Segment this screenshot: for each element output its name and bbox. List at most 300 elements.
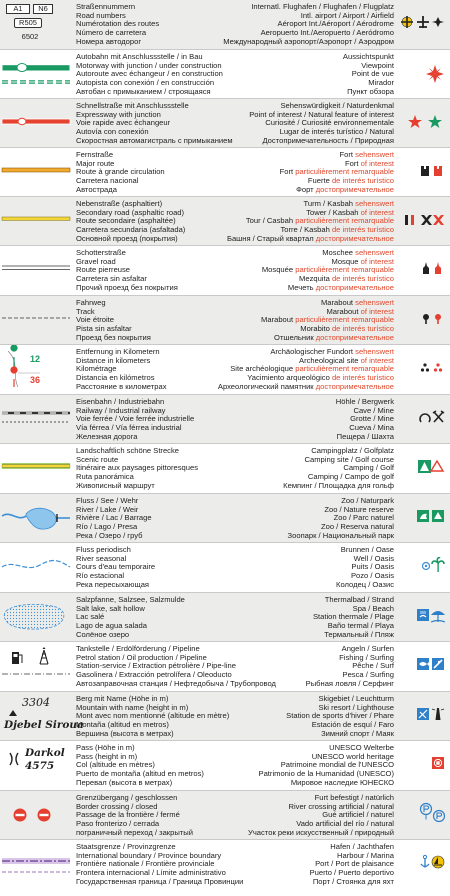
legend-label-segment: Station de sports d'hiver / Phare: [286, 712, 394, 721]
border-crossing-open-icon: [14, 809, 27, 822]
legend-label-right: [216, 654, 394, 663]
spa-beach-icons: [397, 593, 447, 641]
legend-label-segment: Cave / Mine: [353, 406, 394, 415]
fishing-surfing-icons: [397, 642, 447, 691]
legend-label-segment: UNESCO Welterbe: [329, 744, 394, 752]
badge-regional: R505: [14, 18, 42, 28]
legend-label-right: [216, 680, 394, 689]
legend-label-right: [216, 447, 394, 456]
legend-label-segment: Camping / Golf: [343, 464, 394, 473]
legend-label-right: [216, 308, 394, 317]
legend-label-right: [216, 415, 394, 424]
legend-label-segment: Höhle / Bergwerk: [335, 398, 394, 406]
legend-label-left: Voie étroite: [76, 316, 114, 325]
distance-symbol: [0, 345, 72, 394]
legend-label-right: [216, 563, 394, 572]
river-lake-symbol: [0, 494, 72, 542]
legend-text-right: [216, 299, 394, 343]
legend-label-left: Pass (height in m): [76, 752, 138, 761]
legend-text-right: [216, 744, 394, 788]
legend-label-left: Salzpfanne, Salzsee, Salzmulde: [76, 596, 185, 604]
legend-notable-label: sehenswert: [355, 249, 394, 257]
legend-row-scenic-route: [0, 443, 450, 493]
legend-label-right: [216, 878, 394, 887]
legend-row-gravel-road: [0, 245, 450, 295]
archaeological-site-notable-icon: [434, 363, 442, 371]
legend-label-segment: Tower / Kasbah: [306, 208, 361, 217]
legend-label-right: [216, 869, 394, 878]
legend-notable-label: sehenswert: [355, 151, 394, 159]
legend-label-segment: Мечеть: [287, 283, 316, 292]
legend-label-left: Cours d'eau temporaire: [76, 563, 156, 572]
legend-label-segment: Zoo / Nature reserve: [324, 505, 394, 514]
legend-label-left: Secondary road (asphaltic road): [76, 208, 185, 217]
road-number-badges: [0, 0, 72, 49]
legend-label-left: Expressway with junction: [76, 110, 161, 119]
legend-row-distance: [0, 344, 450, 394]
scenic-route-symbol: [0, 444, 72, 493]
legend-row-seasonal-river: [0, 542, 450, 592]
legend-label-segment: Tour / Casbah: [245, 217, 296, 226]
archaeological-site-icon: [421, 363, 429, 371]
legend-label-left: Скоростная автомагистраль с примыканием: [76, 136, 233, 145]
legend-label-left: Schnellstraße mit Anschlussstelle: [76, 102, 189, 110]
marina-icon: [432, 856, 444, 868]
legend-label-left: Fluss / See / Wehr: [76, 497, 139, 505]
major-route-symbol: [0, 148, 72, 196]
legend-label-left: Scenic route: [76, 455, 119, 464]
legend-label-segment: Estación de esquí / Faro: [311, 721, 394, 730]
legend-label-right: [216, 88, 394, 97]
mountain-height-label: 3304: [22, 696, 50, 709]
point-of-interest-icon: [408, 115, 422, 128]
legend-label-left: Nebenstraße (asphaltiert): [76, 200, 163, 208]
mosque-icon: [423, 262, 429, 274]
zoo-icon: [417, 510, 429, 522]
legend-label-segment: Мировое наследие ЮНЕСКО: [290, 778, 394, 787]
legend-label-segment: Lugar de interés turístico / Natural: [279, 128, 394, 137]
legend-label-right: [216, 730, 394, 739]
petrol-oil-symbol: [0, 642, 72, 691]
legend-label-right: [216, 572, 394, 581]
legend-notable-label: достопримечательное: [315, 283, 394, 292]
unesco-heritage-icon: [432, 757, 444, 769]
legend-label-segment: Intl. airport / Airport / Airfield: [300, 11, 394, 20]
legend-label-right: [216, 334, 394, 343]
legend-label-left: Frontera internacional / Límite administrativo: [76, 869, 226, 878]
legend-label-left: Ruta panorámica: [76, 473, 134, 482]
legend-label-segment: Morabito: [300, 325, 332, 334]
legend-label-right: [216, 532, 394, 541]
legend-notable-label: de interés turístico: [331, 374, 394, 383]
legend-label-segment: Порт / Стоянка для яхт: [312, 877, 394, 886]
legend-label-left: Río / Lago / Presa: [76, 523, 138, 532]
legend-label-left: Autoroute avec échangeur / en construction: [76, 70, 223, 79]
legend-label-right: [216, 316, 394, 325]
legend-label-right: [216, 53, 394, 62]
legend-text-right: [216, 249, 394, 293]
legend-text-right: [216, 447, 394, 491]
legend-text-right: [216, 596, 394, 640]
km-green-label: 12: [30, 354, 41, 364]
legend-label-segment: Зимний спорт / Маяк: [321, 729, 394, 738]
pass-name-label: Darkol: [25, 747, 65, 759]
spa-icon: [417, 609, 429, 621]
legend-label-left: Carretera sin asfaltar: [76, 275, 147, 284]
legend-notable-label: достопримечательное: [315, 185, 394, 194]
legend-label-segment: Thermalbad / Strand: [324, 596, 394, 604]
legend-label-right: [216, 712, 394, 721]
legend-label-right: [216, 200, 394, 209]
natural-feature-icon: [428, 115, 442, 128]
badge-national: N6: [33, 4, 53, 14]
legend-notable-label: particulièrement remarquable: [295, 365, 394, 374]
fort-icons: [397, 148, 447, 196]
kasbah-icon: [421, 215, 432, 225]
legend-label-right: [216, 721, 394, 730]
legend-label-left: Gasolinera / Extracción petrolífera / Oleoducto: [76, 671, 232, 680]
tower-icon: [405, 215, 408, 225]
legend-label-segment: Mirador: [368, 79, 394, 88]
mountain-name-label: Djebel Siroua: [4, 719, 84, 731]
legend-label-segment: Участок реки искусственный / природный: [248, 828, 394, 837]
legend-label-segment: Отшельник: [274, 333, 316, 342]
legend-label-left: Вершина (высота в метрах): [76, 729, 174, 738]
legend-label-right: [216, 852, 394, 861]
legend-label-segment: Форт: [296, 185, 316, 194]
legend-label-right: [216, 811, 394, 820]
legend-label-left: Eisenbahn / Industriebahn: [76, 398, 165, 406]
legend-label-right: [216, 497, 394, 506]
gravel-road-symbol: [0, 246, 72, 295]
legend-label-left: Numérotation des routes: [76, 20, 160, 29]
legend-label-segment: Pêche / Surf: [352, 662, 394, 671]
summit-icon: [9, 710, 17, 716]
ford-natural-icon: [434, 811, 445, 822]
legend-label-segment: Marabout: [326, 307, 361, 316]
legend-row-major-route: [0, 147, 450, 196]
legend-notable-label: достопримечательное: [315, 382, 394, 391]
mine-icon: [433, 411, 444, 422]
legend-label-left: Railway / Industrial railway: [76, 406, 166, 415]
legend-label-left: Grenzübergang / geschlossen: [76, 794, 178, 802]
legend-label-segment: Harbour / Marina: [337, 851, 394, 860]
legend-label-left: Железная дорога: [76, 432, 138, 441]
legend-notable-label: de interés turístico: [331, 177, 394, 186]
seasonal-river-symbol: [0, 543, 72, 592]
legend-label-right: [216, 365, 394, 374]
legend-label-segment: Hafen / Jachthafen: [330, 843, 394, 851]
legend-label-left: Station-service / Extraction pétrolière / Pipe-line: [76, 662, 236, 671]
legend-label-right: [216, 555, 394, 564]
legend-notable-label: of interest: [360, 356, 394, 365]
legend-notable-label: sehenswert: [355, 299, 394, 307]
pass-symbol: [0, 741, 72, 790]
legend-label-segment: Zoo / Parc naturel: [333, 514, 394, 523]
legend-label-segment: Mezquita: [299, 275, 332, 284]
legend-label-right: [216, 843, 394, 852]
legend-label-right: [216, 803, 394, 812]
pass-icon: [10, 753, 18, 765]
legend-label-left: Road numbers: [76, 11, 126, 20]
legend-label-segment: Mosque: [331, 257, 361, 266]
track-symbol: [0, 296, 72, 344]
legend-label-right: [216, 325, 394, 334]
legend-label-right: [216, 128, 394, 137]
legend-label-right: [216, 662, 394, 671]
legend-label-right: [216, 704, 394, 713]
well-icon: [423, 563, 430, 570]
legend-label-segment: Archäologischer Fundort: [270, 348, 356, 356]
legend-label-segment: Brunnen / Oase: [340, 546, 394, 554]
border-crossing-closed-icon: [38, 809, 51, 822]
legend-label-right: [216, 119, 394, 128]
legend-label-right: [216, 70, 394, 79]
lighthouse-icon: [432, 708, 444, 720]
legend-label-right: [216, 407, 394, 416]
railway-symbol: [0, 395, 72, 443]
legend-label-right: [216, 102, 394, 111]
legend-label-right: [216, 62, 394, 71]
legend-label-right: [216, 506, 394, 515]
legend-label-segment: Yacimiento arqueológico: [247, 374, 332, 383]
legend-label-right: [216, 514, 394, 523]
tower-notable-icon: [411, 215, 414, 225]
legend-label-right: [216, 794, 394, 803]
legend-label-left: Petrol station / Oil production / Pipeline: [76, 653, 207, 662]
legend-label-right: [216, 581, 394, 590]
legend-label-left: Основной проезд (покрытия): [76, 234, 178, 243]
legend-label-right: [216, 744, 394, 753]
marabout-icon: [423, 314, 429, 324]
fishing-icon: [417, 658, 429, 670]
legend-row-expressway: [0, 98, 450, 147]
legend-label-right: [216, 186, 394, 195]
legend-label-left: Pista sin asfaltar: [76, 325, 132, 334]
legend-label-segment: Fuerte: [307, 177, 332, 186]
legend-label-segment: Well / Oasis: [353, 554, 394, 563]
mosque-icons: [397, 246, 447, 295]
legend-label-right: [216, 779, 394, 788]
cave-mine-icons: [397, 395, 447, 443]
mountain-symbol: [0, 692, 84, 740]
legend-label-left: Col (altitude en mètres): [76, 761, 155, 770]
legend-label-left: Passage de la frontière / fermé: [76, 811, 180, 820]
legend-text-right: [216, 695, 394, 739]
legend-label-right: [216, 546, 394, 555]
legend-label-left: Salt lake, salt hollow: [76, 604, 145, 613]
legend-label-left: River / Lake / Weir: [76, 505, 139, 514]
legend-label-left: Border crossing / closed: [76, 802, 158, 811]
legend-notable-label: particulièrement remarquable: [295, 316, 394, 325]
legend-text-right: [216, 53, 394, 97]
petrol-station-icon: [12, 652, 22, 664]
legend-label-segment: Camping site / Golf course: [304, 455, 394, 464]
legend-label-left: Montaña (altitud en metros): [76, 721, 169, 730]
ford-artificial-icon: [421, 804, 432, 820]
legend-label-right: [216, 761, 394, 770]
legend-label-right: [216, 770, 394, 779]
legend-label-segment: Turm / Kasbah: [303, 200, 356, 208]
legend-label-segment: Puerto / Puerto deportivo: [309, 869, 394, 878]
legend-label-segment: Колодец / Оазис: [336, 580, 394, 589]
legend-label-left: Entfernung in Kilometern: [76, 348, 160, 356]
legend-label-left: пограничный переход / закрытый: [76, 828, 193, 837]
legend-notable-label: particulièrement remarquable: [295, 266, 394, 275]
legend-label-right: [216, 160, 394, 169]
zoo-park-icons: [397, 494, 447, 542]
legend-row-salt-lake: [0, 592, 450, 641]
legend-label-right: [216, 151, 394, 160]
legend-label-left: Motorway with junction / under construction: [76, 61, 222, 70]
legend-label-segment: Zoo / Reserva natural: [320, 523, 394, 532]
legend-label-segment: Camping / Campo de golf: [307, 473, 394, 482]
legend-label-segment: Archeological site: [299, 356, 361, 365]
legend-label-left: Автобан с примыканием / строящаяся: [76, 87, 211, 96]
legend-label-left: Mont avec nom mentionné (altitude en mètre): [76, 712, 230, 721]
airfield-icon: [432, 17, 444, 27]
tower-kasbah-icons: [397, 197, 447, 245]
legend-text-right: [216, 200, 394, 244]
pass-height-label: 4575: [25, 760, 55, 772]
mosque-notable-icon: [435, 262, 441, 274]
legend-notable-label: particulièrement remarquable: [295, 217, 394, 226]
legend-label-right: [216, 20, 394, 29]
legend-label-segment: Достопримечательность / Природная: [262, 136, 394, 145]
harbour-icon: [421, 855, 429, 867]
legend-label-left: Distance in kilometers: [76, 356, 151, 365]
ski-lighthouse-icons: [397, 692, 447, 740]
legend-label-left: Автострада: [76, 185, 117, 194]
legend-text-right: [216, 3, 394, 47]
badge-local: 6502: [21, 32, 39, 41]
km-marker-red: [11, 367, 17, 387]
legend-label-segment: Patrimoine mondial de l'UNESCO: [280, 761, 394, 770]
legend-label-segment: Campingplatz / Golfplatz: [311, 447, 394, 455]
legend-label-segment: Fort: [279, 168, 296, 177]
legend-label-left: Река / Озеро / груб: [76, 531, 143, 540]
legend-label-right: [216, 3, 394, 12]
legend-label-right: [216, 137, 394, 146]
legend-label-right: [216, 456, 394, 465]
legend-label-segment: Термальный / Пляж: [324, 630, 394, 639]
legend-label-left: Voie ferrée / Voie ferrée industrielle: [76, 415, 195, 424]
legend-label-segment: Aeropuerto Int./Aeropuerto / Aeródromo: [260, 29, 394, 38]
legend-label-right: [216, 398, 394, 407]
legend-label-segment: Spa / Beach: [352, 604, 394, 613]
harbour-marina-icons: [397, 840, 447, 896]
legend-notable-label: de interés turístico: [331, 226, 394, 235]
ski-resort-icon: [417, 708, 429, 720]
legend-label-right: [216, 29, 394, 38]
legend-label-right: [216, 217, 394, 226]
legend-text-right: [216, 348, 394, 392]
legend-label-left: Живописный маршрут: [76, 481, 155, 490]
legend-notable-label: de interés turístico: [331, 325, 394, 334]
legend-notable-label: of interest: [360, 307, 394, 316]
legend-label-segment: Marabout: [320, 299, 356, 307]
legend-label-right: [216, 226, 394, 235]
legend-label-left: Проезд без покрытия: [76, 333, 151, 342]
legend-row-boundary: [0, 839, 450, 896]
legend-label-segment: Fort: [339, 151, 356, 159]
legend-label-right: [216, 605, 394, 614]
legend-label-right: [216, 12, 394, 21]
fort-notable-icon: [434, 166, 442, 176]
legend-label-right: [216, 482, 394, 491]
legend-label-left: Vía férrea / Vía férrea industrial: [76, 424, 182, 433]
legend-label-left: Fernstraße: [76, 151, 114, 159]
legend-label-segment: Pesca / Surfing: [342, 671, 394, 680]
legend-text-right: [216, 497, 394, 541]
legend-label-left: Номера автодорог: [76, 37, 142, 46]
legend-label-left: Солёное озеро: [76, 630, 130, 639]
legend-notable-label: sehenswert: [355, 348, 394, 356]
legend-label-right: [216, 348, 394, 357]
legend-label-left: Staatsgrenze / Provinzgrenze: [76, 843, 176, 851]
kasbah-notable-icon: [433, 215, 444, 225]
legend-label-segment: Station thermale / Plage: [312, 613, 394, 622]
legend-label-right: [216, 266, 394, 275]
legend-label-left: Carretera secundaria (asfaltada): [76, 226, 186, 235]
km-red-label: 36: [30, 375, 41, 385]
legend-label-segment: Puits / Oasis: [351, 563, 394, 572]
legend-label-right: [216, 860, 394, 869]
legend-row-secondary-road: [0, 196, 450, 245]
legend-label-segment: Point of interest / Natural feature of interest: [249, 110, 394, 119]
legend-label-segment: Кемпинг / Площадка для гольф: [283, 481, 394, 490]
legend-label-right: [216, 753, 394, 762]
legend-label-segment: Internatl. Flughafen / Flughafen / Flugplatz: [251, 3, 394, 11]
intl-airport-icon: [401, 16, 413, 28]
viewpoint-icon: [397, 50, 447, 98]
legend-label-right: [216, 473, 394, 482]
legend-label-left: Track: [76, 307, 95, 316]
legend-label-right: [216, 631, 394, 640]
legend-label-left: Carretera nacional: [76, 177, 139, 186]
camping-golf-icons: [397, 444, 447, 493]
legend-label-left: Автозаправочная станция / Нефтедобыча / Трубопровод: [76, 679, 276, 688]
oasis-icon: [432, 558, 444, 572]
legend-label-segment: River crossing artificial / natural: [288, 802, 394, 811]
unesco-icons: [397, 741, 447, 790]
legend-label-segment: Pozo / Oasis: [350, 572, 394, 581]
legend-label-segment: Пункт обзора: [347, 87, 394, 96]
legend-label-segment: Gué artificiel / naturel: [322, 811, 394, 820]
legend-label-left: Número de carretera: [76, 29, 147, 38]
legend-label-left: Река пересыхающая: [76, 580, 150, 589]
legend-label-left: Autobahn mit Anschlussstelle / in Bau: [76, 53, 203, 61]
legend-label-left: Mountain with name (height in m): [76, 703, 189, 712]
well-oasis-icons: [397, 543, 447, 592]
legend-label-segment: Port / Port de plaisance: [315, 860, 394, 869]
legend-label-right: [216, 622, 394, 631]
legend-label-left: Kilométrage: [76, 365, 117, 374]
legend-label-right: [216, 433, 394, 442]
legend-label-left: Paso fronterizo / cerrada: [76, 820, 160, 829]
legend-label-segment: Zoo / Naturpark: [341, 497, 394, 505]
legend-label-segment: Angeln / Surfen: [341, 645, 394, 653]
golf-course-icon: [431, 461, 443, 471]
legend-label-right: [216, 596, 394, 605]
legend-label-right: [216, 357, 394, 366]
legend-text-right: [216, 645, 394, 689]
legend-label-left: Rivière / Lac / Barrage: [76, 514, 152, 523]
legend-label-left: Lago de agua salada: [76, 622, 147, 631]
legend-label-right: [216, 177, 394, 186]
legend-label-right: [216, 299, 394, 308]
secondary-road-symbol: [0, 197, 72, 245]
